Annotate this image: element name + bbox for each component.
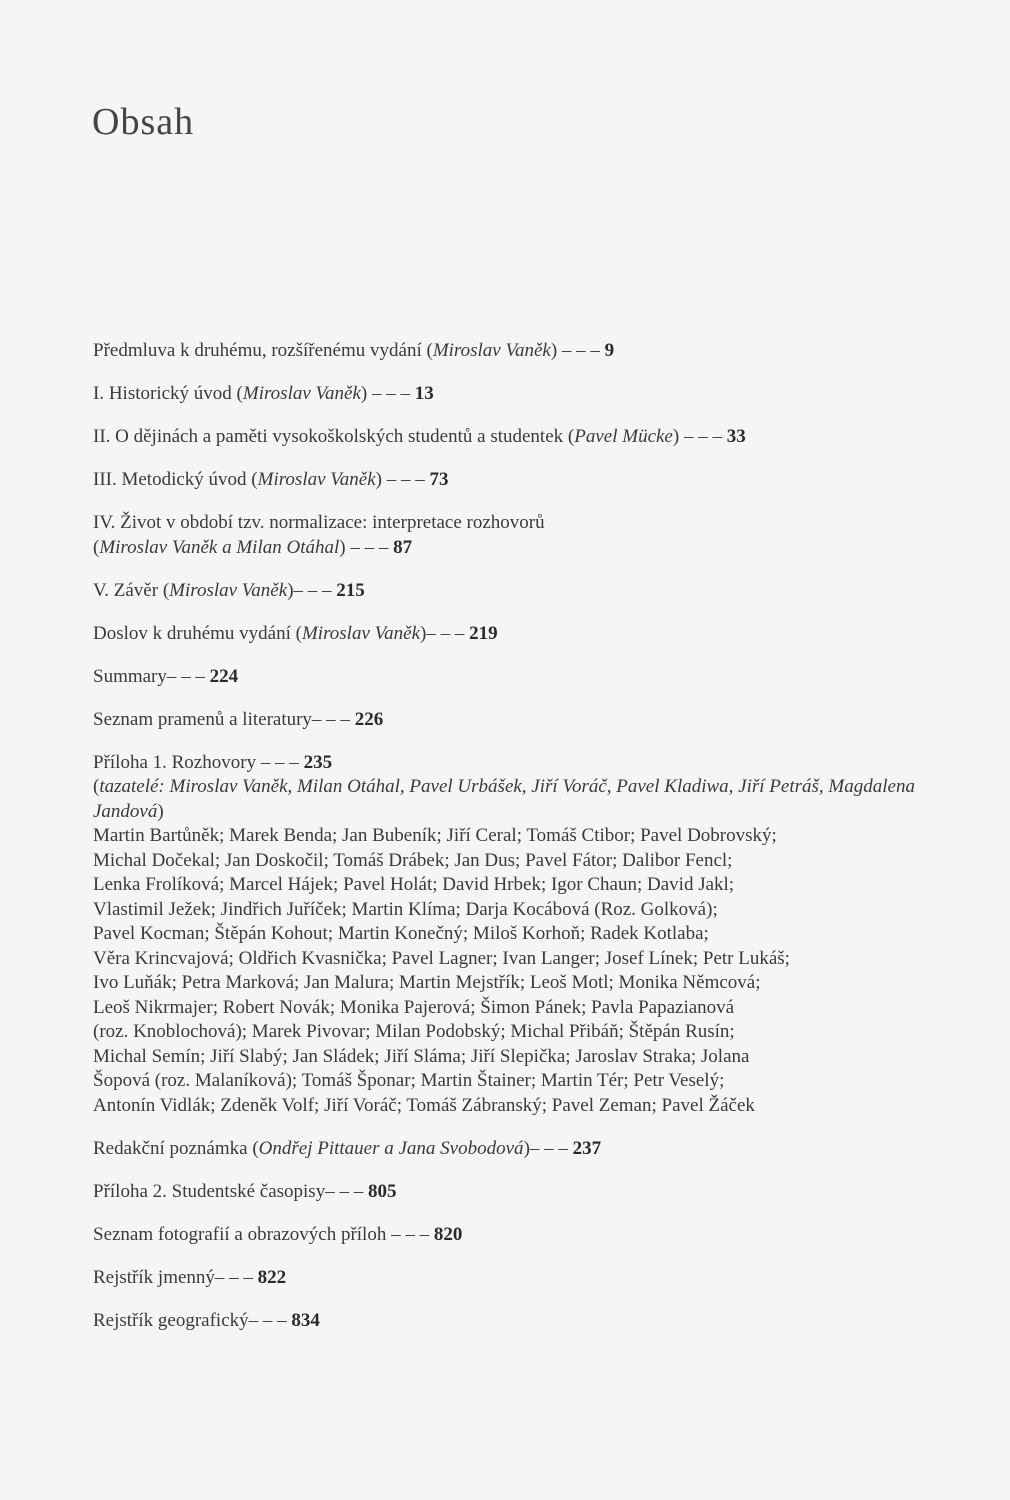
page-number: 805 bbox=[367, 1180, 397, 1202]
interviewee-line: Vlastimil Ježek; Jindřich Juříček; Martin Klíma; Darja Kocábová (Roz. Golková); bbox=[93, 898, 718, 920]
page-number: 834 bbox=[291, 1309, 320, 1331]
interviewee-line: Věra Krincvajová; Oldřich Kvasnička; Pavel Lagner; Ivan Langer; Josef Línek; Petr Lukáš; bbox=[93, 947, 790, 969]
toc-entry-separator: ) – – – bbox=[339, 536, 394, 558]
toc-entry-line: IV. Život v období tzv. normalizace: interpretace rozhovorů bbox=[93, 512, 545, 533]
page-number: 820 bbox=[433, 1223, 463, 1245]
appendix-1-entry bbox=[93, 751, 973, 1119]
page-number: 73 bbox=[429, 469, 449, 490]
toc-entry-title: ( bbox=[93, 536, 100, 558]
toc-entry bbox=[93, 1309, 973, 1334]
toc-entry-title: Doslov k druhému vydání ( bbox=[93, 622, 302, 644]
toc-entry-title: Seznam fotografií a obrazových příloh – – – bbox=[93, 1223, 434, 1245]
toc-entry-separator: ) – – – bbox=[375, 469, 430, 490]
toc-entry-title: I. Historický úvod ( bbox=[93, 383, 243, 404]
toc-entry bbox=[93, 579, 973, 604]
page-number: 224 bbox=[209, 665, 239, 687]
toc-entry-title: III. Metodický úvod ( bbox=[93, 469, 258, 490]
toc-entry bbox=[93, 622, 973, 647]
page-number: 237 bbox=[572, 1137, 602, 1159]
toc-entry-separator: )– – – bbox=[420, 622, 470, 644]
toc-entry-author: Miroslav Vaněk bbox=[257, 469, 376, 490]
interviewers: (tazatelé: Miroslav Vaněk, Milan Otáhal, Pavel Urbášek, Jiří Voráč, Pavel Kladiwa, Jiří Petráš, Magdalena Jandová) bbox=[93, 776, 915, 822]
toc-entry bbox=[93, 425, 973, 450]
toc-entry-title: Summary– – – bbox=[93, 665, 210, 687]
toc-entry-separator: ) – – – bbox=[550, 340, 605, 361]
toc-entry-title: Rejstřík jmenný– – – bbox=[93, 1266, 258, 1288]
toc-entry-author: Miroslav Vaněk bbox=[169, 579, 288, 601]
toc-entry-separator: )– – – bbox=[523, 1137, 573, 1159]
toc-entry-title: V. Závěr ( bbox=[93, 579, 170, 601]
toc-entry-title: Seznam pramenů a literatury– – – bbox=[93, 708, 355, 730]
toc-entry-separator: )– – – bbox=[287, 579, 337, 601]
toc-entry bbox=[93, 665, 973, 690]
toc-entry bbox=[93, 468, 973, 493]
toc-entry-author: Pavel Mücke bbox=[574, 426, 673, 447]
toc-entry bbox=[93, 1180, 973, 1205]
toc-entries-after bbox=[93, 1137, 973, 1334]
interviewee-line: Antonín Vidlák; Zdeněk Volf; Jiří Voráč; Tomáš Zábranský; Pavel Zeman; Pavel Žáček bbox=[93, 1094, 755, 1116]
page-number: 9 bbox=[604, 340, 615, 361]
interviewee-line: Pavel Kocman; Štěpán Kohout; Martin Konečný; Miloš Korhoň; Radek Kotlaba; bbox=[93, 923, 709, 944]
page-number: 219 bbox=[469, 622, 498, 644]
toc-entry bbox=[93, 339, 973, 364]
page-number: 33 bbox=[726, 426, 746, 447]
toc-entries bbox=[93, 339, 973, 732]
interviewee-line: Martin Bartůněk; Marek Benda; Jan Bubeník; Jiří Ceral; Tomáš Ctibor; Pavel Dobrovský; bbox=[93, 825, 777, 846]
toc-entry-separator: ) – – – bbox=[672, 426, 727, 447]
page-number: 226 bbox=[354, 708, 384, 730]
toc-entry bbox=[93, 1137, 973, 1162]
toc-entry-author: Miroslav Vaněk a Milan Otáhal bbox=[99, 536, 340, 558]
table-of-contents bbox=[93, 339, 973, 1352]
interviewee-line: (roz. Knoblochová); Marek Pivovar; Milan Podobský; Michal Přibáň; Štěpán Rusín; bbox=[93, 1021, 735, 1042]
interviewee-line: Leoš Nikrmajer; Robert Novák; Monika Pajerová; Šimon Pánek; Pavla Papazianová bbox=[93, 996, 735, 1018]
toc-entry-separator: ) – – – bbox=[360, 383, 415, 404]
interviewee-line: Michal Dočekal; Jan Doskočil; Tomáš Drábek; Jan Dus; Pavel Fátor; Dalibor Fencl; bbox=[93, 849, 733, 871]
interviewee-line: Lenka Frolíková; Marcel Hájek; Pavel Holát; David Hrbek; Igor Chaun; David Jakl; bbox=[93, 874, 735, 895]
page-number: 235 bbox=[303, 751, 333, 773]
toc-entry bbox=[93, 1266, 973, 1291]
interviewee-line: Šopová (roz. Malaníková); Tomáš Šponar; Martin Štainer; Martin Tér; Petr Veselý; bbox=[93, 1070, 725, 1091]
toc-entry bbox=[93, 708, 973, 733]
toc-entry-author: Miroslav Vaněk bbox=[301, 622, 421, 644]
toc-entry-title: Příloha 2. Studentské časopisy– – – bbox=[93, 1180, 368, 1202]
toc-entry-title: Redakční poznámka ( bbox=[93, 1137, 259, 1159]
toc-entry bbox=[93, 511, 973, 560]
toc-entry-author: Miroslav Vaněk bbox=[432, 340, 551, 361]
page-title: Obsah bbox=[92, 101, 195, 143]
appendix-1-heading: Příloha 1. Rozhovory – – – 235 bbox=[93, 751, 333, 773]
page-number: 215 bbox=[336, 579, 365, 601]
interviewee-line: Michal Semín; Jiří Slabý; Jan Sládek; Jiří Sláma; Jiří Slepička; Jaroslav Straka; Jolana bbox=[93, 1045, 750, 1067]
toc-entry-author: Ondřej Pittauer a Jana Svobodová bbox=[258, 1137, 524, 1159]
page-number: 13 bbox=[414, 383, 434, 404]
toc-entry-author: Miroslav Vaněk bbox=[242, 383, 361, 404]
toc-entry-title: II. O dějinách a paměti vysokoškolských studentů a studentek ( bbox=[93, 426, 575, 447]
interviewee-line: Ivo Luňák; Petra Marková; Jan Malura; Martin Mejstřík; Leoš Motl; Monika Němcová; bbox=[93, 972, 761, 993]
page-number: 822 bbox=[257, 1266, 287, 1288]
toc-entry-title: Předmluva k druhému, rozšířenému vydání ( bbox=[93, 340, 433, 361]
toc-entry bbox=[93, 1223, 973, 1248]
toc-entry bbox=[93, 382, 973, 407]
toc-entry-title: Rejstřík geografický– – – bbox=[93, 1309, 292, 1331]
page-number: 87 bbox=[393, 536, 413, 558]
interviewee-list bbox=[93, 824, 973, 1118]
